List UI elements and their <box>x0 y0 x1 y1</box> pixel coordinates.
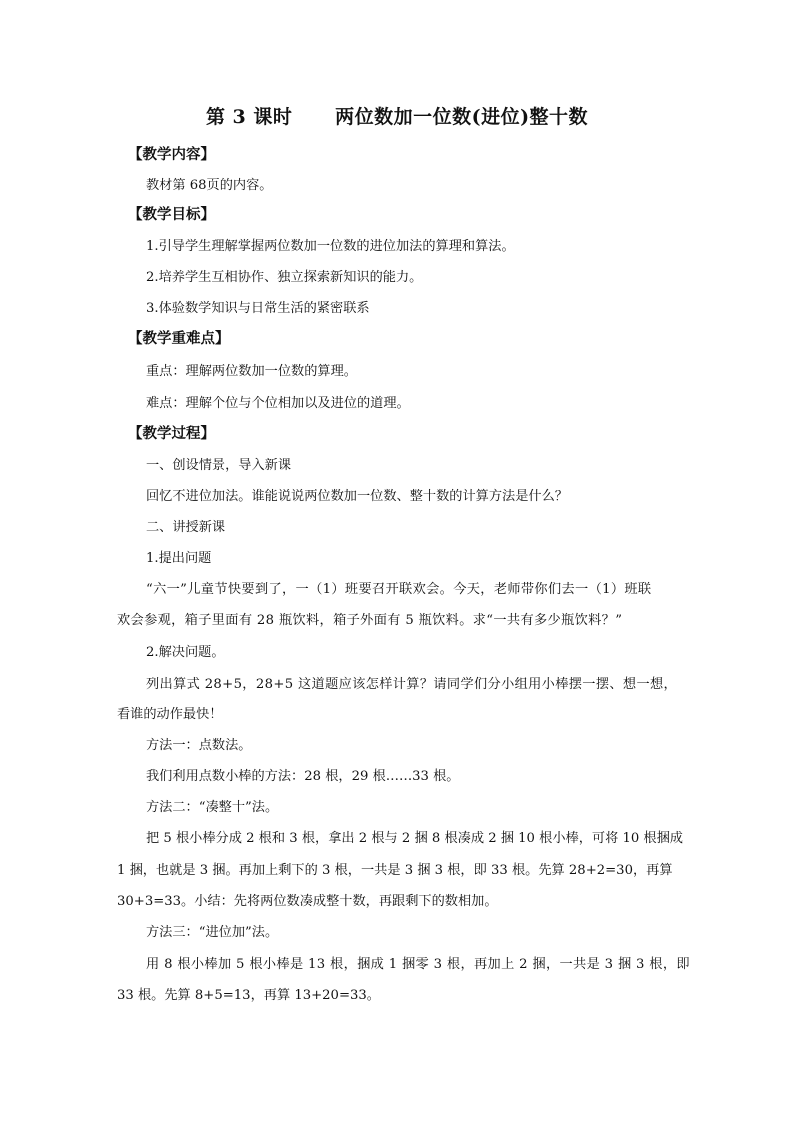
lesson-title: 第 3 课时 两位数加一位数(进位)整十数 <box>205 106 589 128</box>
objective-item: 3.体验数学知识与日常生活的紧密联系 <box>146 301 370 316</box>
paragraph: 二、讲授新课 <box>146 520 226 535</box>
paragraph-continuation: 1 捆，也就是 3 捆。再加上剩下的 3 根，一共是 3 捆 3 根，即 33 根。先算 28+2=30，再算 <box>117 863 673 878</box>
paragraph: 方法一：点数法。 <box>146 738 252 753</box>
objective-item: 1.引导学生理解掌握两位数加一位数的进位加法的算理和算法。 <box>146 239 515 254</box>
paragraph-continuation: 30+3=33。小结：先将两位数凑成整十数，再跟剩下的数相加。 <box>117 894 498 909</box>
objective-item: 2.培养学生互相协作、独立探索新知识的能力。 <box>146 270 423 285</box>
paragraph-continuation: 33 根。先算 8+5=13，再算 13+20=33。 <box>117 988 380 1003</box>
paragraph: 教材第 68页的内容。 <box>146 178 273 193</box>
paragraph-continuation: 看谁的动作最快！ <box>117 707 223 722</box>
section-heading-key-points: 【教学重难点】 <box>128 330 230 347</box>
section-heading-objectives: 【教学目标】 <box>128 206 215 223</box>
paragraph: 我们利用点数小棒的方法：28 根，29 根……33 根。 <box>146 769 460 784</box>
paragraph: 把 5 根小棒分成 2 根和 3 根，拿出 2 根与 2 捆 8 根凑成 2 捆 10 根小棒，可将 10 根捆成 <box>146 831 683 846</box>
paragraph: 1.提出问题 <box>146 551 212 566</box>
paragraph: “六一”儿童节快要到了，一（1）班要召开联欢会。今天，老师带你们去一（1）班联 <box>146 582 652 597</box>
paragraph-continuation: 欢会参观，箱子里面有 28 瓶饮料，箱子外面有 5 瓶饮料。求“一共有多少瓶饮料？” <box>117 613 623 628</box>
paragraph: 方法二：“凑整十”法。 <box>146 800 279 815</box>
paragraph: 重点：理解两位数加一位数的算理。 <box>146 364 357 379</box>
paragraph: 回忆不进位加法。谁能说说两位数加一位数、整十数的计算方法是什么？ <box>146 489 568 504</box>
paragraph: 方法三：“进位加”法。 <box>146 925 279 940</box>
paragraph: 难点：理解个位与个位相加以及进位的道理。 <box>146 396 410 411</box>
section-heading-process: 【教学过程】 <box>128 425 215 442</box>
paragraph: 用 8 根小棒加 5 根小棒是 13 根，捆成 1 捆零 3 根，再加上 2 捆，一共是 3 捆 3 根，即 <box>146 957 690 972</box>
section-heading-content: 【教学内容】 <box>128 146 215 163</box>
paragraph: 列出算式 28+5，28+5 这道题应该怎样计算？请同学们分小组用小棒摆一摆、想一想， <box>146 677 678 692</box>
paragraph: 2.解决问题。 <box>146 645 225 660</box>
paragraph: 一、创设情景，导入新课 <box>146 458 292 473</box>
